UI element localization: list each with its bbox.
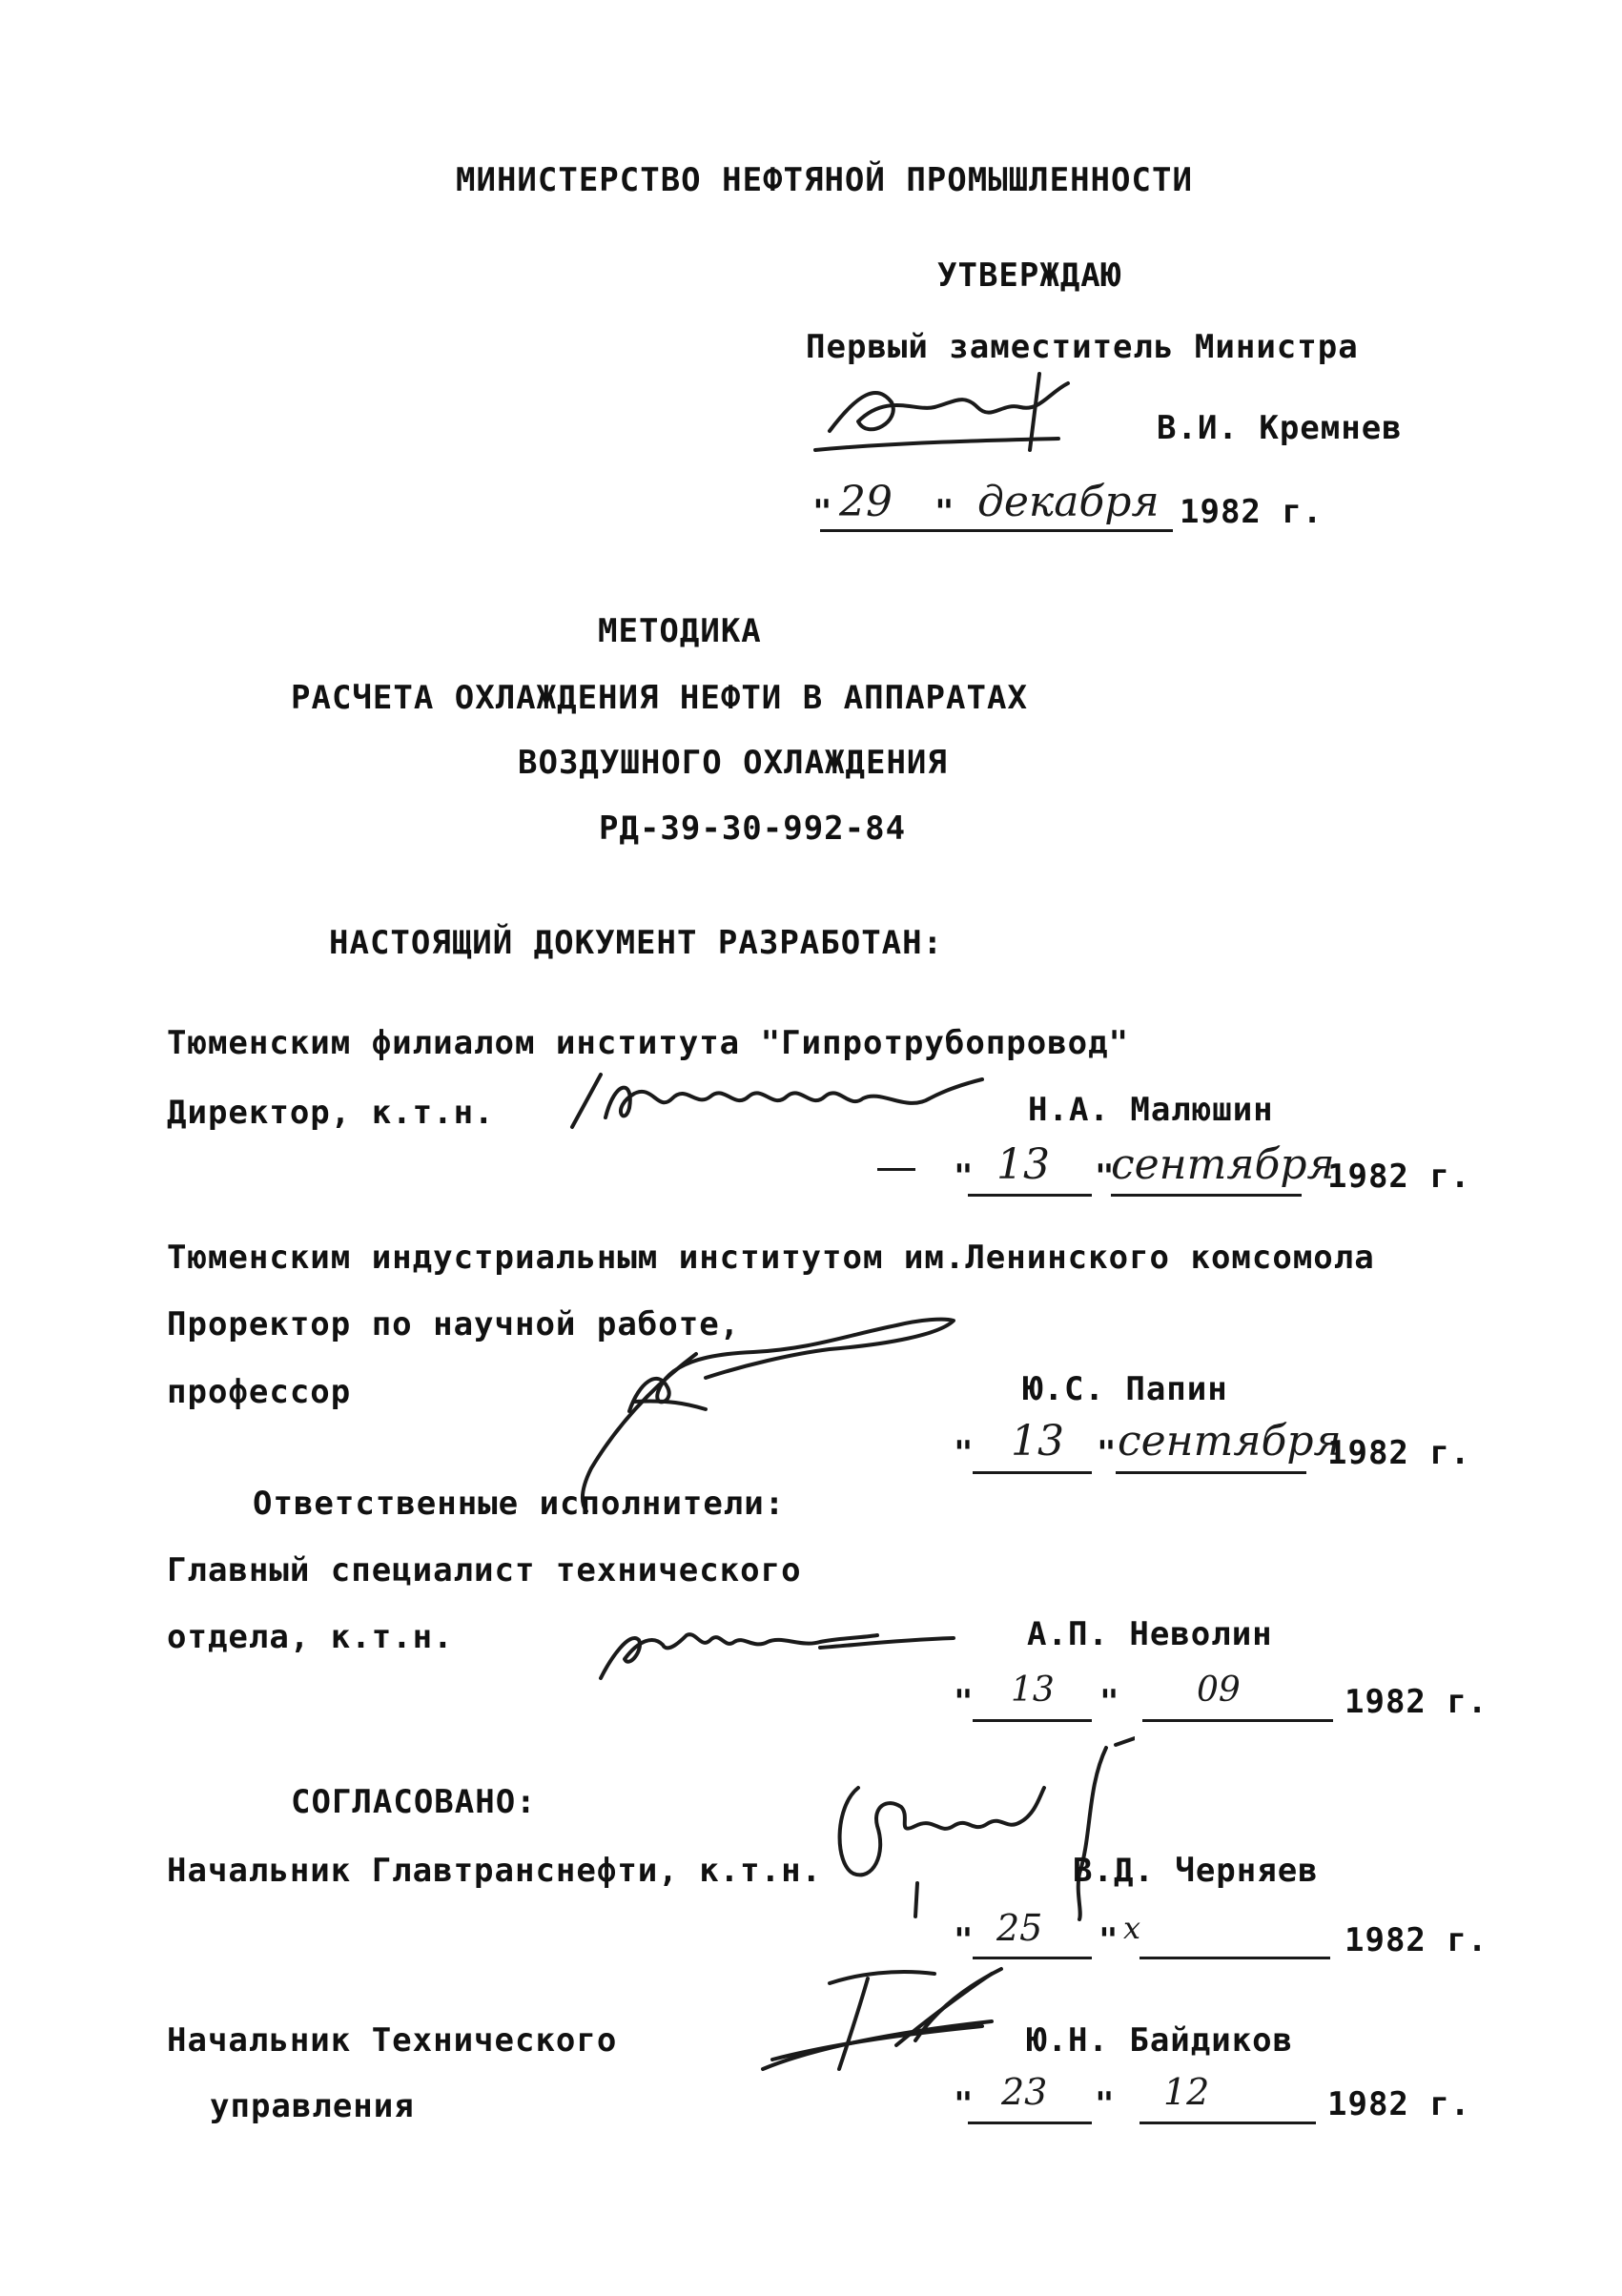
- document-title-line2: РАСЧЕТА ОХЛАЖДЕНИЯ НЕФТИ В АППАРАТАХ: [291, 679, 1028, 717]
- org2-month-underline: [1116, 1471, 1306, 1474]
- chief2-role-line2: управления: [210, 2087, 415, 2125]
- minister-signature: [801, 355, 1144, 460]
- executor-date-month: 09: [1197, 1671, 1241, 1710]
- approval-date-close-quote: ": [934, 493, 955, 531]
- org2-date-day: 13: [1011, 1417, 1064, 1466]
- chief1-role: Начальник Главтранснефти, к.т.н.: [167, 1852, 823, 1890]
- agreed-heading: СОГЛАСОВАНО:: [291, 1783, 537, 1821]
- approval-date-open-quote: ": [812, 493, 833, 531]
- chief2-month-underline: [1140, 2122, 1316, 2124]
- chief2-person: Ю.Н. Байдиков: [1027, 2021, 1294, 2060]
- approver-title: Первый заместитель Министра: [806, 328, 1359, 366]
- chief2-date-month: 12: [1163, 2071, 1210, 2113]
- org2-day-underline: [973, 1471, 1092, 1474]
- org1-day-underline: [968, 1194, 1092, 1197]
- approve-label: УТВЕРЖДАЮ: [937, 256, 1122, 295]
- executors-heading: Ответственные исполнители:: [253, 1485, 786, 1523]
- approver-name: В.И. Кремнев: [1157, 409, 1403, 447]
- org2-person: Ю.С. Папин: [1023, 1370, 1228, 1408]
- org1-date-close-quote: ": [1095, 1158, 1116, 1196]
- executor-signature: [591, 1602, 973, 1688]
- prorector-signature: [563, 1297, 973, 1516]
- approval-date-day: 29: [839, 478, 893, 526]
- document-code: РД-39-30-992-84: [599, 810, 907, 848]
- chief2-date-day: 23: [1001, 2071, 1048, 2113]
- org1-role: Директор, к.т.н.: [167, 1094, 495, 1132]
- org2-date-month: сентября: [1118, 1417, 1342, 1466]
- executor-date-open-quote: ": [954, 1683, 975, 1721]
- chief1-month-underline: [1140, 1957, 1330, 1959]
- org2-date-close-quote: ": [1097, 1434, 1118, 1472]
- approval-date-year: 1982 г.: [1180, 493, 1324, 531]
- executor-person: А.П. Неволин: [1027, 1615, 1273, 1653]
- executor-date-day: 13: [1011, 1671, 1055, 1710]
- org1-date-day: 13: [996, 1140, 1050, 1189]
- chief2-day-underline: [968, 2122, 1092, 2124]
- chief2-date-open-quote: ": [954, 2085, 975, 2123]
- ministry-heading: МИНИСТЕРСТВО НЕФТЯНОЙ ПРОМЫШЛЕННОСТИ: [456, 161, 1193, 199]
- org2-role-line2: профессор: [167, 1373, 352, 1411]
- developed-heading: НАСТОЯЩИЙ ДОКУМЕНТ РАЗРАБОТАН:: [329, 924, 944, 962]
- org2-date-year: 1982 г.: [1327, 1434, 1471, 1472]
- approval-day-underline: [820, 529, 954, 532]
- chief1-signature: [830, 1731, 1135, 1921]
- chief2-role-line1: Начальник Технического: [167, 2021, 618, 2060]
- org1-person: Н.А. Малюшин: [1028, 1091, 1274, 1129]
- chief1-date-close-quote: ": [1098, 1921, 1119, 1959]
- chief1-date-month: x: [1123, 1910, 1141, 1946]
- chief1-date-day: 25: [996, 1907, 1043, 1949]
- org2-date-open-quote: ": [954, 1434, 975, 1472]
- executor-role-line2: отдела, к.т.н.: [167, 1618, 454, 1656]
- executor-date-year: 1982 г.: [1345, 1683, 1489, 1721]
- executor-date-close-quote: ": [1099, 1683, 1120, 1721]
- org1-date-open-quote: ": [954, 1158, 975, 1196]
- org1-dash: [877, 1168, 915, 1171]
- chief1-date-year: 1982 г.: [1345, 1921, 1489, 1959]
- org1-date-year: 1982 г.: [1327, 1158, 1471, 1196]
- executor-month-underline: [1142, 1719, 1333, 1722]
- executor-day-underline: [973, 1719, 1092, 1722]
- org2-role-line1: Проректор по научной работе,: [167, 1305, 741, 1343]
- approval-month-underline: [954, 529, 1173, 532]
- document-title-line1: МЕТОДИКА: [598, 612, 762, 650]
- director-signature: [563, 1060, 1039, 1137]
- org2-name: Тюменским индустриальным институтом им.Ленинского комсомола: [167, 1239, 1375, 1277]
- chief2-date-close-quote: ": [1095, 2085, 1116, 2123]
- document-title-line3: ВОЗДУШНОГО ОХЛАЖДЕНИЯ: [518, 744, 948, 782]
- chief1-date-open-quote: ": [954, 1921, 975, 1959]
- chief2-date-year: 1982 г.: [1327, 2085, 1471, 2123]
- chief2-signature: [744, 1955, 1030, 2088]
- org1-month-underline: [1111, 1194, 1302, 1197]
- executor-role-line1: Главный специалист технического: [167, 1551, 802, 1589]
- approval-date-month: декабря: [977, 478, 1160, 526]
- org1-name: Тюменским филиалом института "Гипротрубопровод": [167, 1024, 1130, 1062]
- org1-date-month: сентября: [1111, 1140, 1335, 1189]
- chief1-person: В.Д. Черняев: [1073, 1852, 1319, 1890]
